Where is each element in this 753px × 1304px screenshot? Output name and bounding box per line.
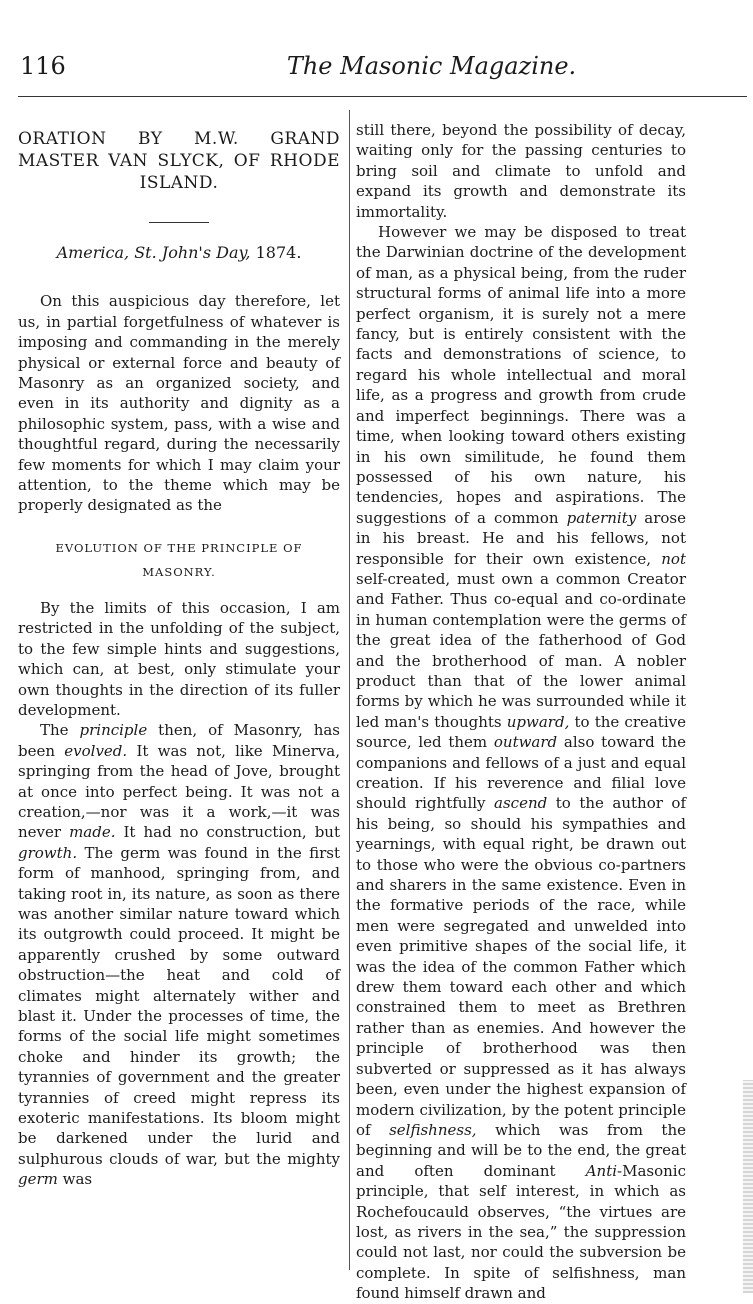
title-line-1: ORATION BY M.W. GRAND <box>18 129 340 149</box>
paragraph-1: On this auspicious day therefore, let us, in partial forgetfulness of whatever is imposing and commanding in the merely physical or external force and beauty of Masonry as an organized society, and even in its authority and dignity as a philosophic system, pass, with a wise and thoughtful regard, during the necessarily few moments for which I may claim your attention, to the theme which may be properly designated as the <box>18 292 340 515</box>
italic-run: selfishness, <box>389 1120 477 1139</box>
text-run: to the creative source, led them <box>356 712 686 752</box>
italic-run: growth. <box>18 843 78 862</box>
text-run: also toward the companions and fellows of a just and equal creation. If his reverence and filial love should rightfully <box>356 733 686 813</box>
running-title: The Masonic Magazine. <box>286 52 577 80</box>
italic-run: principle <box>79 721 148 740</box>
text-run: self-created, must own a common Creator and Father. Thus co-equal and co-ordinate in human contemplation were the germs of the great idea of the fatherhood of God and the brotherhood of man. A nobler product than that of the lower animal forms by which he was surrounded while it led man's thoughts <box>356 569 686 731</box>
italic-run: germ <box>18 1170 58 1189</box>
title-rule <box>149 222 209 223</box>
header-rule <box>18 96 747 97</box>
scan-edge <box>743 1080 753 1293</box>
text-run: The <box>40 721 80 740</box>
text-run: arose in his breast. He and his fellows, not responsible for their own existence, <box>356 508 686 568</box>
text-run: It was not, like Minerva, springing from the head of Jove, brought at once into perfect being. It was not a creation,—nor was it a work,—it was never <box>18 741 340 842</box>
text-run: However we may be disposed to treat the Darwinian doctrine of the development of man, as a physical being, from the ruder structural forms of animal life into a more perfect organism, it is surely not a mere fancy, but is entirely consistent with the facts and demonstrations of science, to regard his whole intellectual and moral life, as a progress and growth from crude and imperfect beginnings. There was a time, when looking toward others existing in his own similitude, he found them possessed of his own nature, his tendencies, hopes and aspirations. The suggestions of a common <box>356 223 686 527</box>
text-run: was <box>57 1170 93 1189</box>
title-line-2: MASTER VAN SLYCK, OF RHODE <box>18 151 340 171</box>
page-number: 116 <box>20 52 66 80</box>
paragraph-5 <box>356 222 686 1304</box>
section-subhead <box>18 536 340 584</box>
italic-run: not <box>661 549 686 568</box>
left-column <box>18 128 340 1190</box>
italic-run: Anti <box>585 1161 618 1180</box>
dateline-year: 1874. <box>255 243 302 262</box>
dateline <box>18 243 340 263</box>
text-run: It had no construction, but <box>115 823 341 842</box>
column-rule <box>349 110 350 1270</box>
text-run: -Masonic principle, that self interest, in which as Rochefoucauld observes, “the virtues are lost, as rivers in the sea,” the suppression could not last, nor could the subversion be complete. In spite of selfishness, man found himself drawn and <box>356 1161 686 1303</box>
text-run: then, of Masonry, has been <box>18 721 341 760</box>
italic-run: evolved. <box>64 741 128 760</box>
text-run: to the author of his being, so should his sympathies and yearnings, with equal right, be drawn out to those who were the obvious co-partners and sharers in the same existence. Even in the formative periods of the race, while men were segregated and unwelded into even primitive shapes of the social life, it was the idea of the common Father which drew them toward each other and which constrained them to meet as Brethren rather than as enemies. And however the principle of brotherhood was then subverted or suppressed as it has always been, even under the highest expansion of modern civilization, by the potent principle of <box>356 794 686 1139</box>
paragraph-3 <box>18 720 340 1189</box>
paragraph-4: still there, beyond the possibility of decay, waiting only for the passing centuries to bring soil and climate to unfold and expand its growth and demonstrate its immortality. <box>356 121 686 221</box>
text-run: The germ was found in the first form of manhood, springing from, and taking root in, its nature, as soon as there was another similar nature toward which its outgrowth could proceed. It might be apparently crushed by some outward obstruction—the heat and cold of climates might alternately wither and blast it. Under the processes of time, the forms of the social life might sometimes choke and hinder its growth; the tyrannies of government and the greater tyrannies of creed might repress its exoteric manifestations. Its bloom might be darkened under the lurid and sulphurous clouds of war, but the mighty <box>18 843 340 1168</box>
right-column <box>356 120 686 1304</box>
subhead-line-1: EVOLUTION OF THE PRINCIPLE OF <box>55 540 303 555</box>
article-title <box>18 128 340 194</box>
italic-run: ascend <box>494 794 548 813</box>
dateline-text: America, St. John's Day, <box>56 243 251 262</box>
title-line-3: ISLAND. <box>139 173 219 193</box>
subhead-line-2: MASONRY. <box>142 564 216 579</box>
italic-run: made. <box>69 823 116 842</box>
text-run: which was from the beginning and will be to the end, the great and often dominant <box>356 1120 686 1180</box>
italic-run: outward <box>493 733 558 752</box>
paragraph-2: By the limits of this occasion, I am restricted in the unfolding of the subject, to the few simple hints and suggestions, which can, at best, only stimulate your own thoughts in the direction of its fuller development. <box>18 598 340 719</box>
italic-run: paternity <box>566 508 637 527</box>
italic-run: upward, <box>506 712 570 731</box>
